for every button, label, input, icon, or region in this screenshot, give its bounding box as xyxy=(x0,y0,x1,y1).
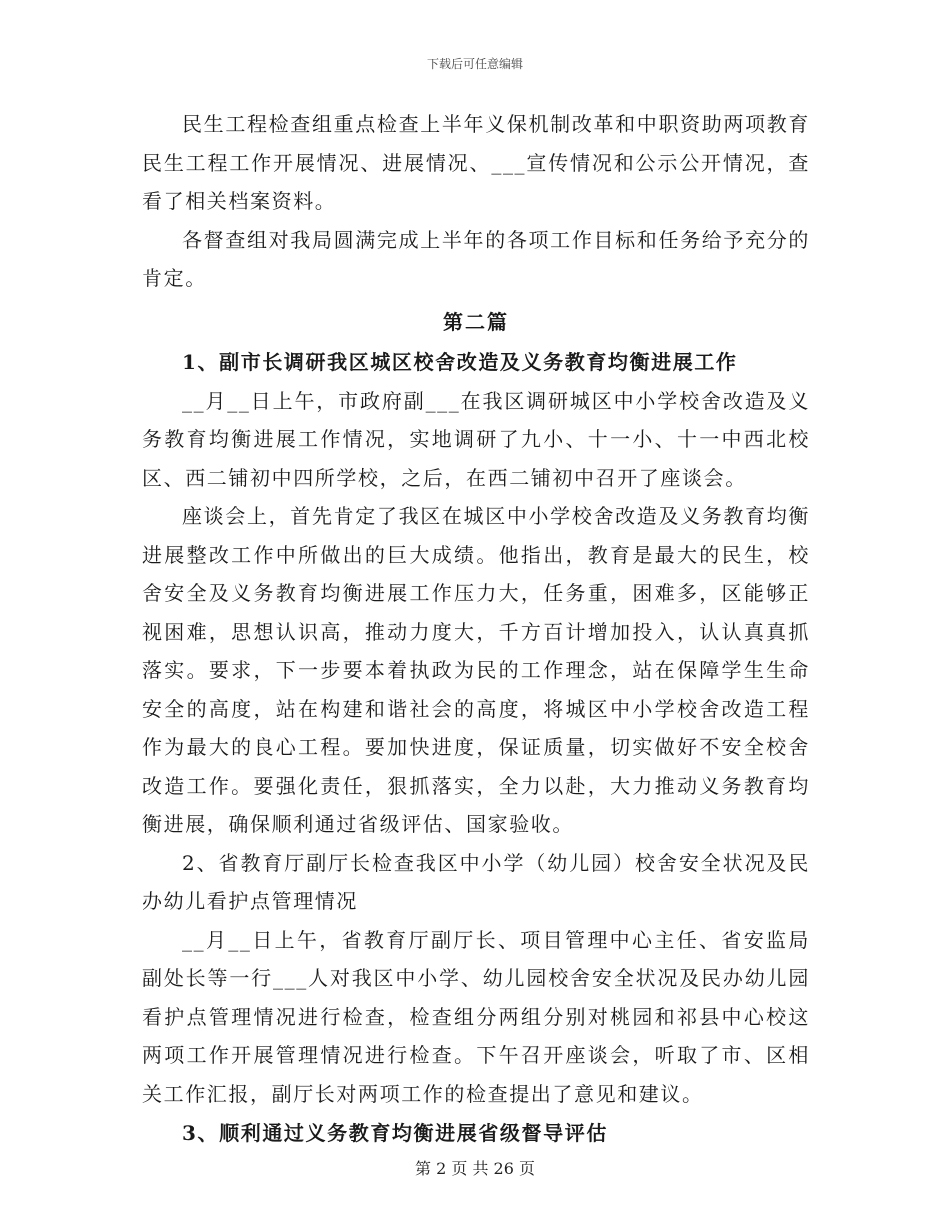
paragraph-livelihood-inspection: 民生工程检查组重点检查上半年义保机制改革和中职资助两项教育民生工程工作开展情况、进展情况、___宣传情况和公示公开情况，查看了相关档案资料。 xyxy=(142,112,810,213)
heading-vice-mayor-research: 1、副市长调研我区城区校舍改造及义务教育均衡进展工作 xyxy=(182,349,738,374)
paragraph-supervision-affirmation: 各督查组对我局圆满完成上半年的各项工作目标和任务给予充分的肯定。 xyxy=(142,227,810,290)
paragraph-provincial-inspection: __月__日上午，省教育厅副厅长、项目管理中心主任、省安监局副处长等一行___人对我区中小学、幼儿园校舍安全状况及民办幼儿园看护点管理情况进行检查，检查组分两组分别对桃园和祁县中心校这两项工作开展管理情况进行检查。下午召开座谈会，听取了市、区相关工作汇报，副厅长对两项工作的检查提出了意见和建议。 xyxy=(142,927,810,1106)
paragraph-symposium: 座谈会上，首先肯定了我区在城区中小学校舍改造及义务教育均衡进展整改工作中所做出的巨大成绩。他指出，教育是最大的民生，校舍安全及义务教育均衡进展工作压力大，任务重，困难多，区能够正视困难，思想认识高，推动力度大，千方百计增加投入，认认真真抓落实。要求，下一步要本着执政为民的工作理念，站在保障学生生命安全的高度，站在构建和谐社会的高度，将城区中小学校舍改造工程作为最大的良心工程。要加快进度，保证质量，切实做好不安全校舍改造工作。要强化责任，狠抓落实，全力以赴，大力推动义务教育均衡进展，确保顺利通过省级评估、国家验收。 xyxy=(142,504,810,836)
document-body xyxy=(142,105,810,1153)
page-header: 下载后可任意编辑 xyxy=(426,57,523,71)
page-footer: 第 2 页 共 26 页 xyxy=(415,1159,535,1178)
paragraph-research-visit: __月__日上午，市政府副___在我区调研城区中小学校舍改造及义务教育均衡进展工作情况，实地调研了九小、十一小、十一中西北校区、西二铺初中四所学校，之后，在西二铺初中召开了座谈会。 xyxy=(142,388,810,490)
heading-balanced-development-evaluation: 3、顺利通过义务教育均衡进展省级督导评估 xyxy=(182,1121,608,1145)
paragraph-provincial-inspection-title: 2、省教育厅副厅长检查我区中小学（幼儿园）校舍安全状况及民办幼儿看护点管理情况 xyxy=(142,850,810,913)
section-title: 第二篇 xyxy=(443,309,509,334)
